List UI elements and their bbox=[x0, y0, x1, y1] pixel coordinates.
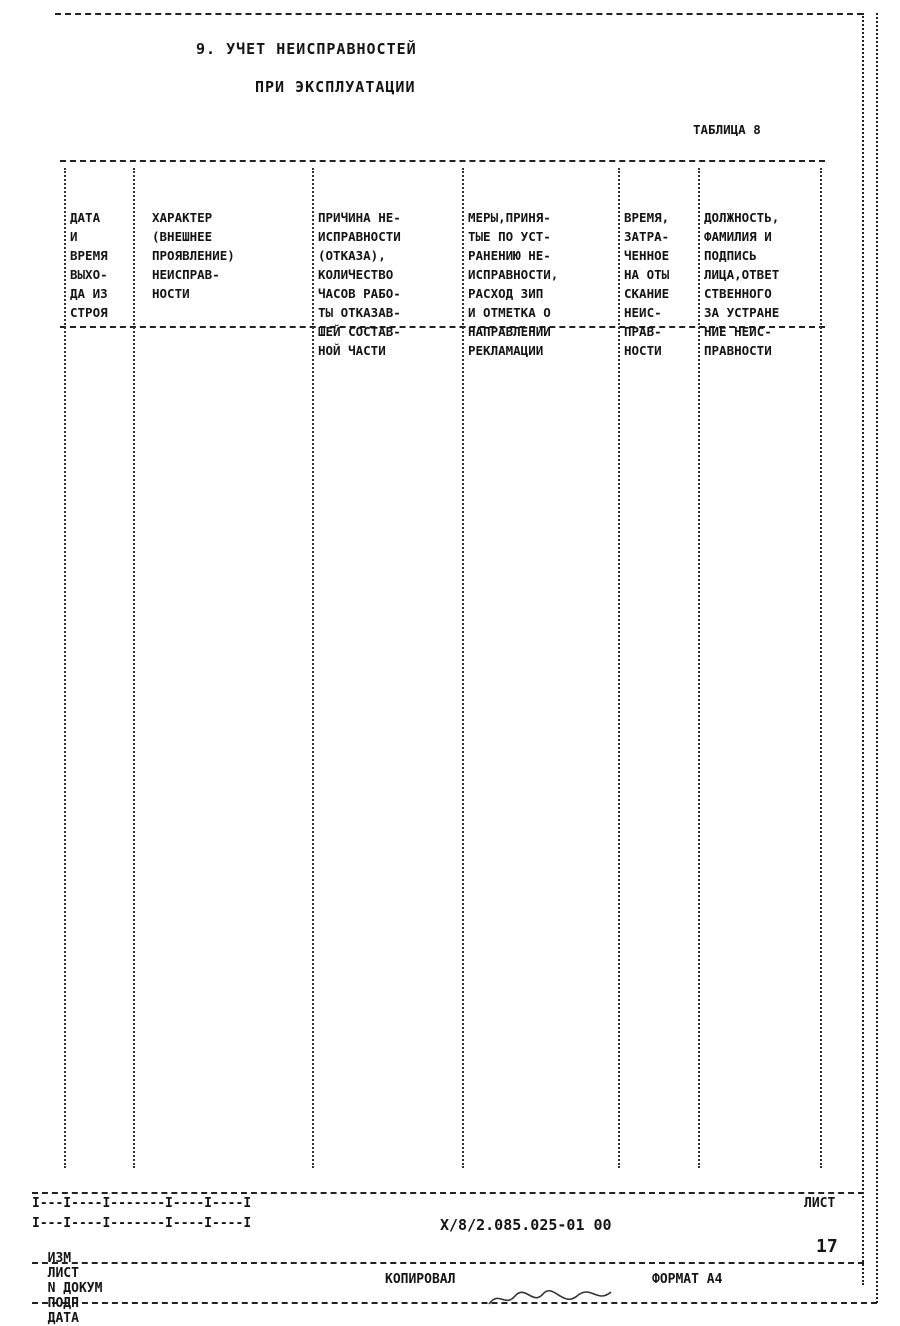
column-separator bbox=[133, 168, 135, 1168]
column-header-character: ХАРАКТЕР (ВНЕШНЕЕ ПРОЯВЛЕНИЕ) НЕИСПРАВ- НОСТИ bbox=[152, 210, 235, 301]
stamp-label-sign: ПОДП bbox=[47, 1296, 79, 1311]
bottom-border bbox=[32, 1302, 877, 1304]
top-border bbox=[55, 13, 863, 15]
handwritten-signature bbox=[476, 1270, 615, 1316]
column-separator bbox=[618, 168, 620, 1168]
table-bottom-rule bbox=[32, 1192, 864, 1194]
sheet-number: 17 bbox=[816, 1236, 838, 1257]
column-header-cause: ПРИЧИНА НЕ- ИСПРАВНОСТИ (ОТКАЗА), КОЛИЧЕСТВО ЧАСОВ РАБО- ТЫ ОТКАЗАВ- ШЕЙ СОСТАВ- НОЙ ЧАСТИ bbox=[318, 210, 401, 358]
column-separator bbox=[820, 168, 822, 1168]
stamp-label-date: ДАТА bbox=[47, 1311, 79, 1326]
table-label: ТАБЛИЦА 8 bbox=[693, 122, 761, 137]
copied-label: КОПИРОВАЛ bbox=[385, 1272, 456, 1287]
section-subtitle: ПРИ ЭКСПЛУАТАЦИИ bbox=[255, 78, 416, 96]
stamp-label-doc: N ДОКУМ bbox=[47, 1281, 103, 1296]
section-title: 9. УЧЕТ НЕИСПРАВНОСТЕЙ bbox=[196, 40, 417, 58]
column-separator bbox=[462, 168, 464, 1168]
column-header-measures: МЕРЫ,ПРИНЯ- ТЫЕ ПО УСТ- РАНЕНИЮ НЕ- ИСПРАВНОСТИ, РАСХОД ЗИП И ОТМЕТКА О НАПРАВЛЕНИИ РЕКЛАМАЦИИ bbox=[468, 210, 559, 358]
format-label: ФОРМАТ А4 bbox=[652, 1272, 723, 1287]
column-separator bbox=[698, 168, 700, 1168]
right-border bbox=[862, 13, 864, 1285]
sheet-label: ЛИСТ bbox=[804, 1196, 836, 1211]
stamp-label-izm: ИЗМ bbox=[47, 1251, 72, 1266]
column-separator bbox=[312, 168, 314, 1168]
column-separator bbox=[64, 168, 66, 1168]
stamp-row-separator: I---I----I-------I----I----I bbox=[32, 1216, 252, 1231]
stamp-label-list: ЛИСТ bbox=[47, 1266, 79, 1281]
outer-right-edge bbox=[876, 13, 878, 1303]
column-header-responsible: ДОЛЖНОСТЬ, ФАМИЛИЯ И ПОДПИСЬ ЛИЦА,ОТВЕТ СТВЕННОГО ЗА УСТРАНЕ НИЕ НЕИС- ПРАВНОСТИ bbox=[704, 210, 780, 358]
stamp-row-separator: I---I----I-------I----I----I bbox=[32, 1196, 252, 1211]
column-header-date: ДАТА И ВРЕМЯ ВЫХО- ДА ИЗ СТРОЯ bbox=[70, 210, 108, 320]
document-code: Х/8/2.085.025-01 00 bbox=[440, 1216, 612, 1234]
table-top-rule bbox=[60, 160, 825, 162]
stamp-bottom-rule bbox=[32, 1262, 864, 1264]
stamp-labels bbox=[32, 1236, 102, 1326]
column-header-time: ВРЕМЯ, ЗАТРА- ЧЕННОЕ НА ОТЫ СКАНИЕ НЕИС- ПРАВ- НОСТИ bbox=[624, 210, 670, 358]
